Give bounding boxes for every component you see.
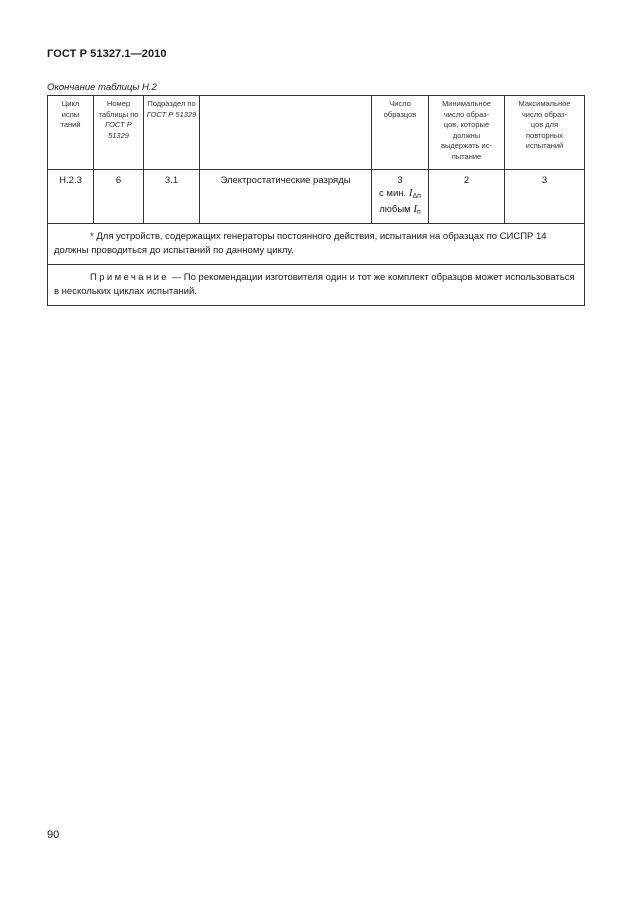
test-cycle-table bbox=[47, 95, 585, 306]
col-header-table-number: Номер таблицы по ГОСТ Р 51329 bbox=[94, 96, 144, 170]
table-row bbox=[48, 170, 585, 224]
cell-max-samples: 3 bbox=[505, 170, 585, 224]
page-number: 90 bbox=[47, 829, 60, 841]
note-label: Примечание bbox=[90, 272, 169, 283]
note-row bbox=[48, 265, 585, 306]
cell-min-samples: 2 bbox=[429, 170, 505, 224]
cell-cycle: Н.2.3 bbox=[48, 170, 94, 224]
cell-samples: 3 с мин. $I_{\Delta п}$ любым $I_п$ bbox=[372, 170, 429, 224]
col-header-subsection: Подраздел по ГОСТ Р 51329 bbox=[144, 96, 200, 170]
col-header-samples: Число образцов bbox=[372, 96, 429, 170]
document-header: ГОСТ Р 51327.1—2010 bbox=[47, 48, 167, 60]
col-header-max-samples: Максимальное число образ- цов для повторных испытаний bbox=[505, 96, 585, 170]
col-header-cycle: Цикл испы таний bbox=[48, 96, 94, 170]
table-header-row bbox=[48, 96, 585, 170]
footnote-cell bbox=[48, 224, 585, 265]
cell-table-number: 6 bbox=[94, 170, 144, 224]
note-text: — По рекомендации изготовителя один и тот же комплект образцов может использоваться в нескольких циклах испытаний. bbox=[54, 272, 575, 297]
table-caption: Окончание таблицы Н.2 bbox=[47, 82, 157, 93]
col-header-min-samples: Минимальное число образ- цов, которые должны выдержать ис- пытание bbox=[429, 96, 505, 170]
col-header-test bbox=[200, 96, 372, 170]
note-cell bbox=[48, 265, 585, 306]
footnote-row bbox=[48, 224, 585, 265]
cell-subsection: 3.1 bbox=[144, 170, 200, 224]
footnote-text: * Для устройств, содержащих генераторы постоянного действия, испытания на образцах по СИСПР 14 должны проводиться до испытаний по данному циклу. bbox=[54, 231, 547, 256]
cell-test-name: Электростатические разряды bbox=[200, 170, 372, 224]
